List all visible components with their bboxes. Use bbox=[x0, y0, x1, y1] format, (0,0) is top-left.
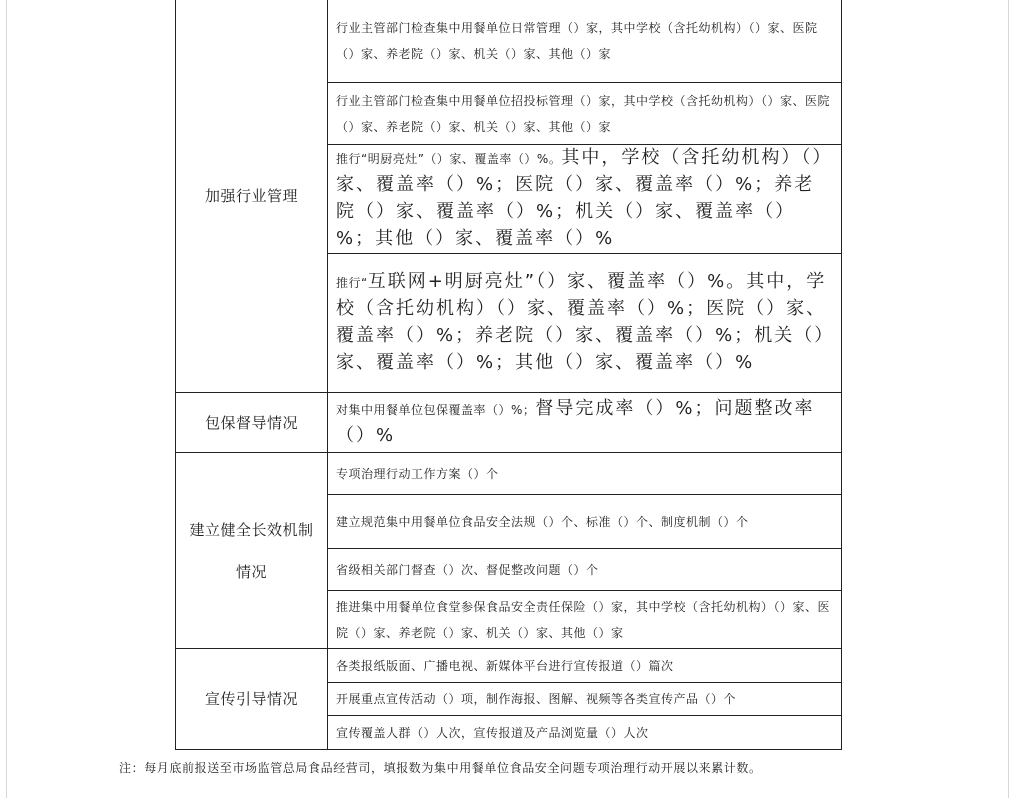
item-text-large: 互联网+明厨亮灶”（）家、覆盖率（）%。其中，学校（含托幼机构）（）家、覆盖率（）%；医院（）家、覆盖率（）%；养老院（）家、覆盖率（）%；机关（）家、覆盖率（）%；其他（）家、覆盖率（）% bbox=[336, 271, 827, 373]
item-cell: 行业主管部门检查集中用餐单位日常管理（）家，其中学校（含托幼机构）（）家、医院（）家、养老院（）家、机关（）家、其他（）家 bbox=[328, 0, 842, 83]
item-cell: 各类报纸版面、广播电视、新媒体平台进行宣传报道（）篇次 bbox=[328, 649, 842, 683]
item-cell: 省级相关部门督查（）次、督促整改问题（）个 bbox=[328, 549, 842, 591]
item-cell bbox=[328, 145, 842, 254]
category-cell bbox=[176, 0, 328, 393]
item-text-small: 推行“明厨亮灶”（）家、覆盖率（）%。 bbox=[336, 152, 562, 166]
item-cell: 推进集中用餐单位食堂参保食品安全责任保险（）家，其中学校（含托幼机构）（）家、医院（）家、养老院（）家、机关（）家、其他（）家 bbox=[328, 591, 842, 649]
item-cell: 宣传覆盖人群（）人次，宣传报道及产品浏览量（）人次 bbox=[328, 716, 842, 750]
category-label-line1: 建立健全长效机制 bbox=[189, 520, 314, 539]
category-label: 加强行业管理 bbox=[204, 186, 298, 205]
footnote: 注：每月底前报送至市场监管总局食品经营司，填报数为集中用餐单位食品安全问题专项治理行动开展以来累计数。 bbox=[119, 761, 762, 775]
table-row bbox=[176, 393, 842, 453]
table-row bbox=[176, 649, 842, 683]
item-text-large: 其中，学校（含托幼机构）（）家、覆盖率（）%；医院（）家、覆盖率（）%；养老院（）家、覆盖率（）%；机关（）家、覆盖率（）%；其他（）家、覆盖率（）% bbox=[336, 147, 833, 249]
report-table bbox=[175, 0, 842, 750]
item-cell bbox=[328, 254, 842, 393]
item-cell: 建立规范集中用餐单位食品安全法规（）个、标准（）个、制度机制（）个 bbox=[328, 495, 842, 549]
item-cell bbox=[328, 393, 842, 453]
item-cell: 专项治理行动工作方案（）个 bbox=[328, 453, 842, 495]
item-cell: 开展重点宣传活动（）项，制作海报、图解、视频等各类宣传产品（）个 bbox=[328, 683, 842, 716]
category-cell bbox=[176, 649, 328, 750]
category-cell bbox=[176, 453, 328, 649]
table-row bbox=[176, 0, 842, 83]
category-cell bbox=[176, 393, 328, 453]
category-label: 包保督导情况 bbox=[204, 413, 298, 432]
item-cell: 行业主管部门检查集中用餐单位招投标管理（）家，其中学校（含托幼机构）（）家、医院（）家、养老院（）家、机关（）家、其他（）家 bbox=[328, 83, 842, 145]
table-row bbox=[176, 453, 842, 495]
item-text-small: 对集中用餐单位包保覆盖率（）%； bbox=[336, 402, 536, 417]
category-label-line2: 情况 bbox=[235, 562, 267, 581]
page-right-edge bbox=[1008, 0, 1009, 798]
category-label: 宣传引导情况 bbox=[204, 690, 298, 708]
item-text-small: 推行“ bbox=[336, 276, 368, 290]
item-text-large: 督导完成率（）%；问题整改率（）% bbox=[336, 397, 815, 446]
page-left-edge bbox=[6, 0, 7, 798]
